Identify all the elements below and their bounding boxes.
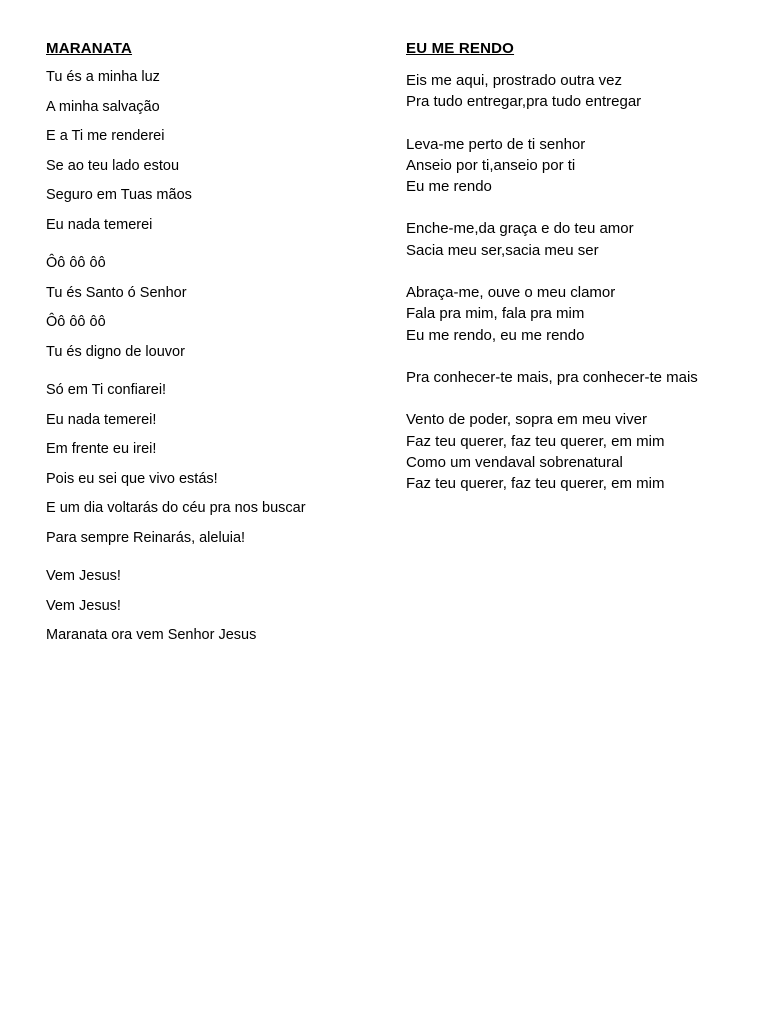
song-column-maranata [46, 40, 406, 658]
stanza [46, 70, 406, 232]
lyric-line: Faz teu querer, faz teu querer, em mim [406, 475, 665, 493]
lyric-line: A minha salvação [46, 98, 160, 115]
lyric-line: Anseio por ti,anseio por ti [406, 156, 576, 174]
lyric-line: Faz teu querer, faz teu querer, em mim [406, 432, 665, 450]
stanza [406, 282, 726, 346]
lyric-line: Em frente eu irei! [46, 441, 157, 457]
lyric-line: Eu me rendo [406, 178, 492, 196]
lyric-line: E a Ti me renderei [46, 128, 165, 144]
lyric-line: Eu nada temerei! [46, 411, 157, 428]
song-title-maranata: MARANATA [46, 40, 133, 57]
lyric-line: Eu me rendo, eu me rendo [406, 326, 585, 344]
lyric-line: Eis me aqui, prostrado outra vez [406, 72, 622, 89]
lyric-line: Vento de poder, sopra em meu viver [406, 411, 647, 429]
lyric-line: Só em Ti confiarei! [46, 382, 167, 398]
lyric-line: Abraça-me, ouve o meu clamor [406, 284, 616, 302]
stanza [406, 218, 726, 261]
stanza [46, 256, 406, 359]
stanza [406, 367, 726, 388]
lyric-line: Maranata ora vem Senhor Jesus [46, 627, 257, 643]
lyric-line: Vem Jesus! [46, 597, 121, 614]
lyric-line: Sacia meu ser,sacia meu ser [406, 241, 599, 259]
stanza [406, 70, 726, 113]
lyric-line: Fala pra mim, fala pra mim [406, 305, 585, 323]
lyric-line: Pra tudo entregar,pra tudo entregar [406, 93, 642, 111]
lyric-line: Como um vendaval sobrenatural [406, 453, 623, 471]
lyric-line: Ôô ôô ôô [46, 314, 106, 330]
lyric-line: Tu és digno de louvor [46, 343, 185, 360]
lyric-line: Tu és a minha luz [46, 69, 160, 85]
stanza [406, 409, 726, 494]
stanza [46, 569, 406, 643]
lyric-line: Pra conhecer-te mais, pra conhecer-te mais [406, 368, 698, 386]
lyric-line: Eu nada temerei [46, 216, 153, 233]
lyric-line: E um dia voltarás do céu pra nos buscar [46, 500, 306, 516]
lyrics-columns [46, 40, 736, 658]
lyric-line: Para sempre Reinarás, aleluia! [46, 529, 246, 546]
song-title-eu-me-rendo: EU ME RENDO [406, 40, 515, 57]
song-column-eu-me-rendo [406, 40, 726, 494]
lyric-line: Ôô ôô ôô [46, 255, 106, 271]
lyric-line: Vem Jesus! [46, 568, 121, 584]
stanza [46, 383, 406, 545]
stanza [406, 134, 726, 198]
lyric-line: Enche-me,da graça e do teu amor [406, 220, 634, 238]
lyric-line: Se ao teu lado estou [46, 157, 180, 174]
lyric-line: Seguro em Tuas mãos [46, 187, 192, 203]
lyric-line: Tu és Santo ó Senhor [46, 284, 187, 301]
lyric-line: Leva-me perto de ti senhor [406, 135, 586, 153]
lyric-line: Pois eu sei que vivo estás! [46, 470, 218, 487]
